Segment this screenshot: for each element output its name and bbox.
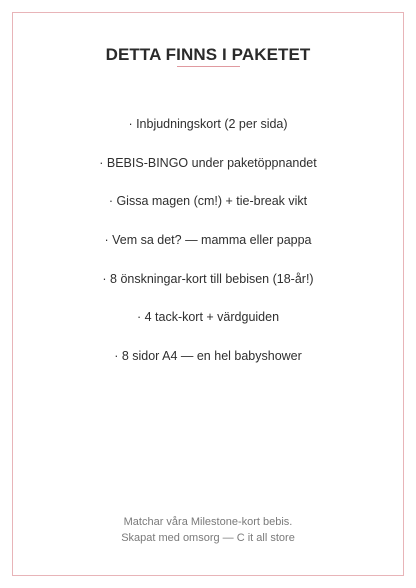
page-title: DETTA FINNS I PAKETET	[105, 45, 311, 64]
list-item-thank-you-cards: · 4 tack-kort + värdguiden	[136, 310, 280, 325]
list-item-page-count: · 8 sidor A4 — en hel babyshower	[114, 349, 302, 364]
footer-line-credit: Skapat med omsorg — C it all store	[121, 531, 295, 544]
footer-line-match: Matchar våra Milestone-kort bebis.	[123, 516, 293, 528]
list-item-who-said-it: · Vem sa det? — mamma eller pappa	[104, 233, 312, 248]
title-underline-divider	[177, 66, 240, 67]
list-item-invitation-cards: · Inbjudningskort (2 per sida)	[128, 117, 288, 131]
list-item-baby-bingo: · BEBIS-BINGO under paketöppnandet	[99, 155, 317, 170]
list-item-wish-cards: · 8 önskningar-kort till bebisen (18-år!)	[102, 271, 314, 286]
contents-list	[0, 117, 416, 388]
list-item-guess-the-belly: · Gissa magen (cm!) + tie-break vikt	[108, 194, 308, 209]
footer	[0, 515, 416, 546]
